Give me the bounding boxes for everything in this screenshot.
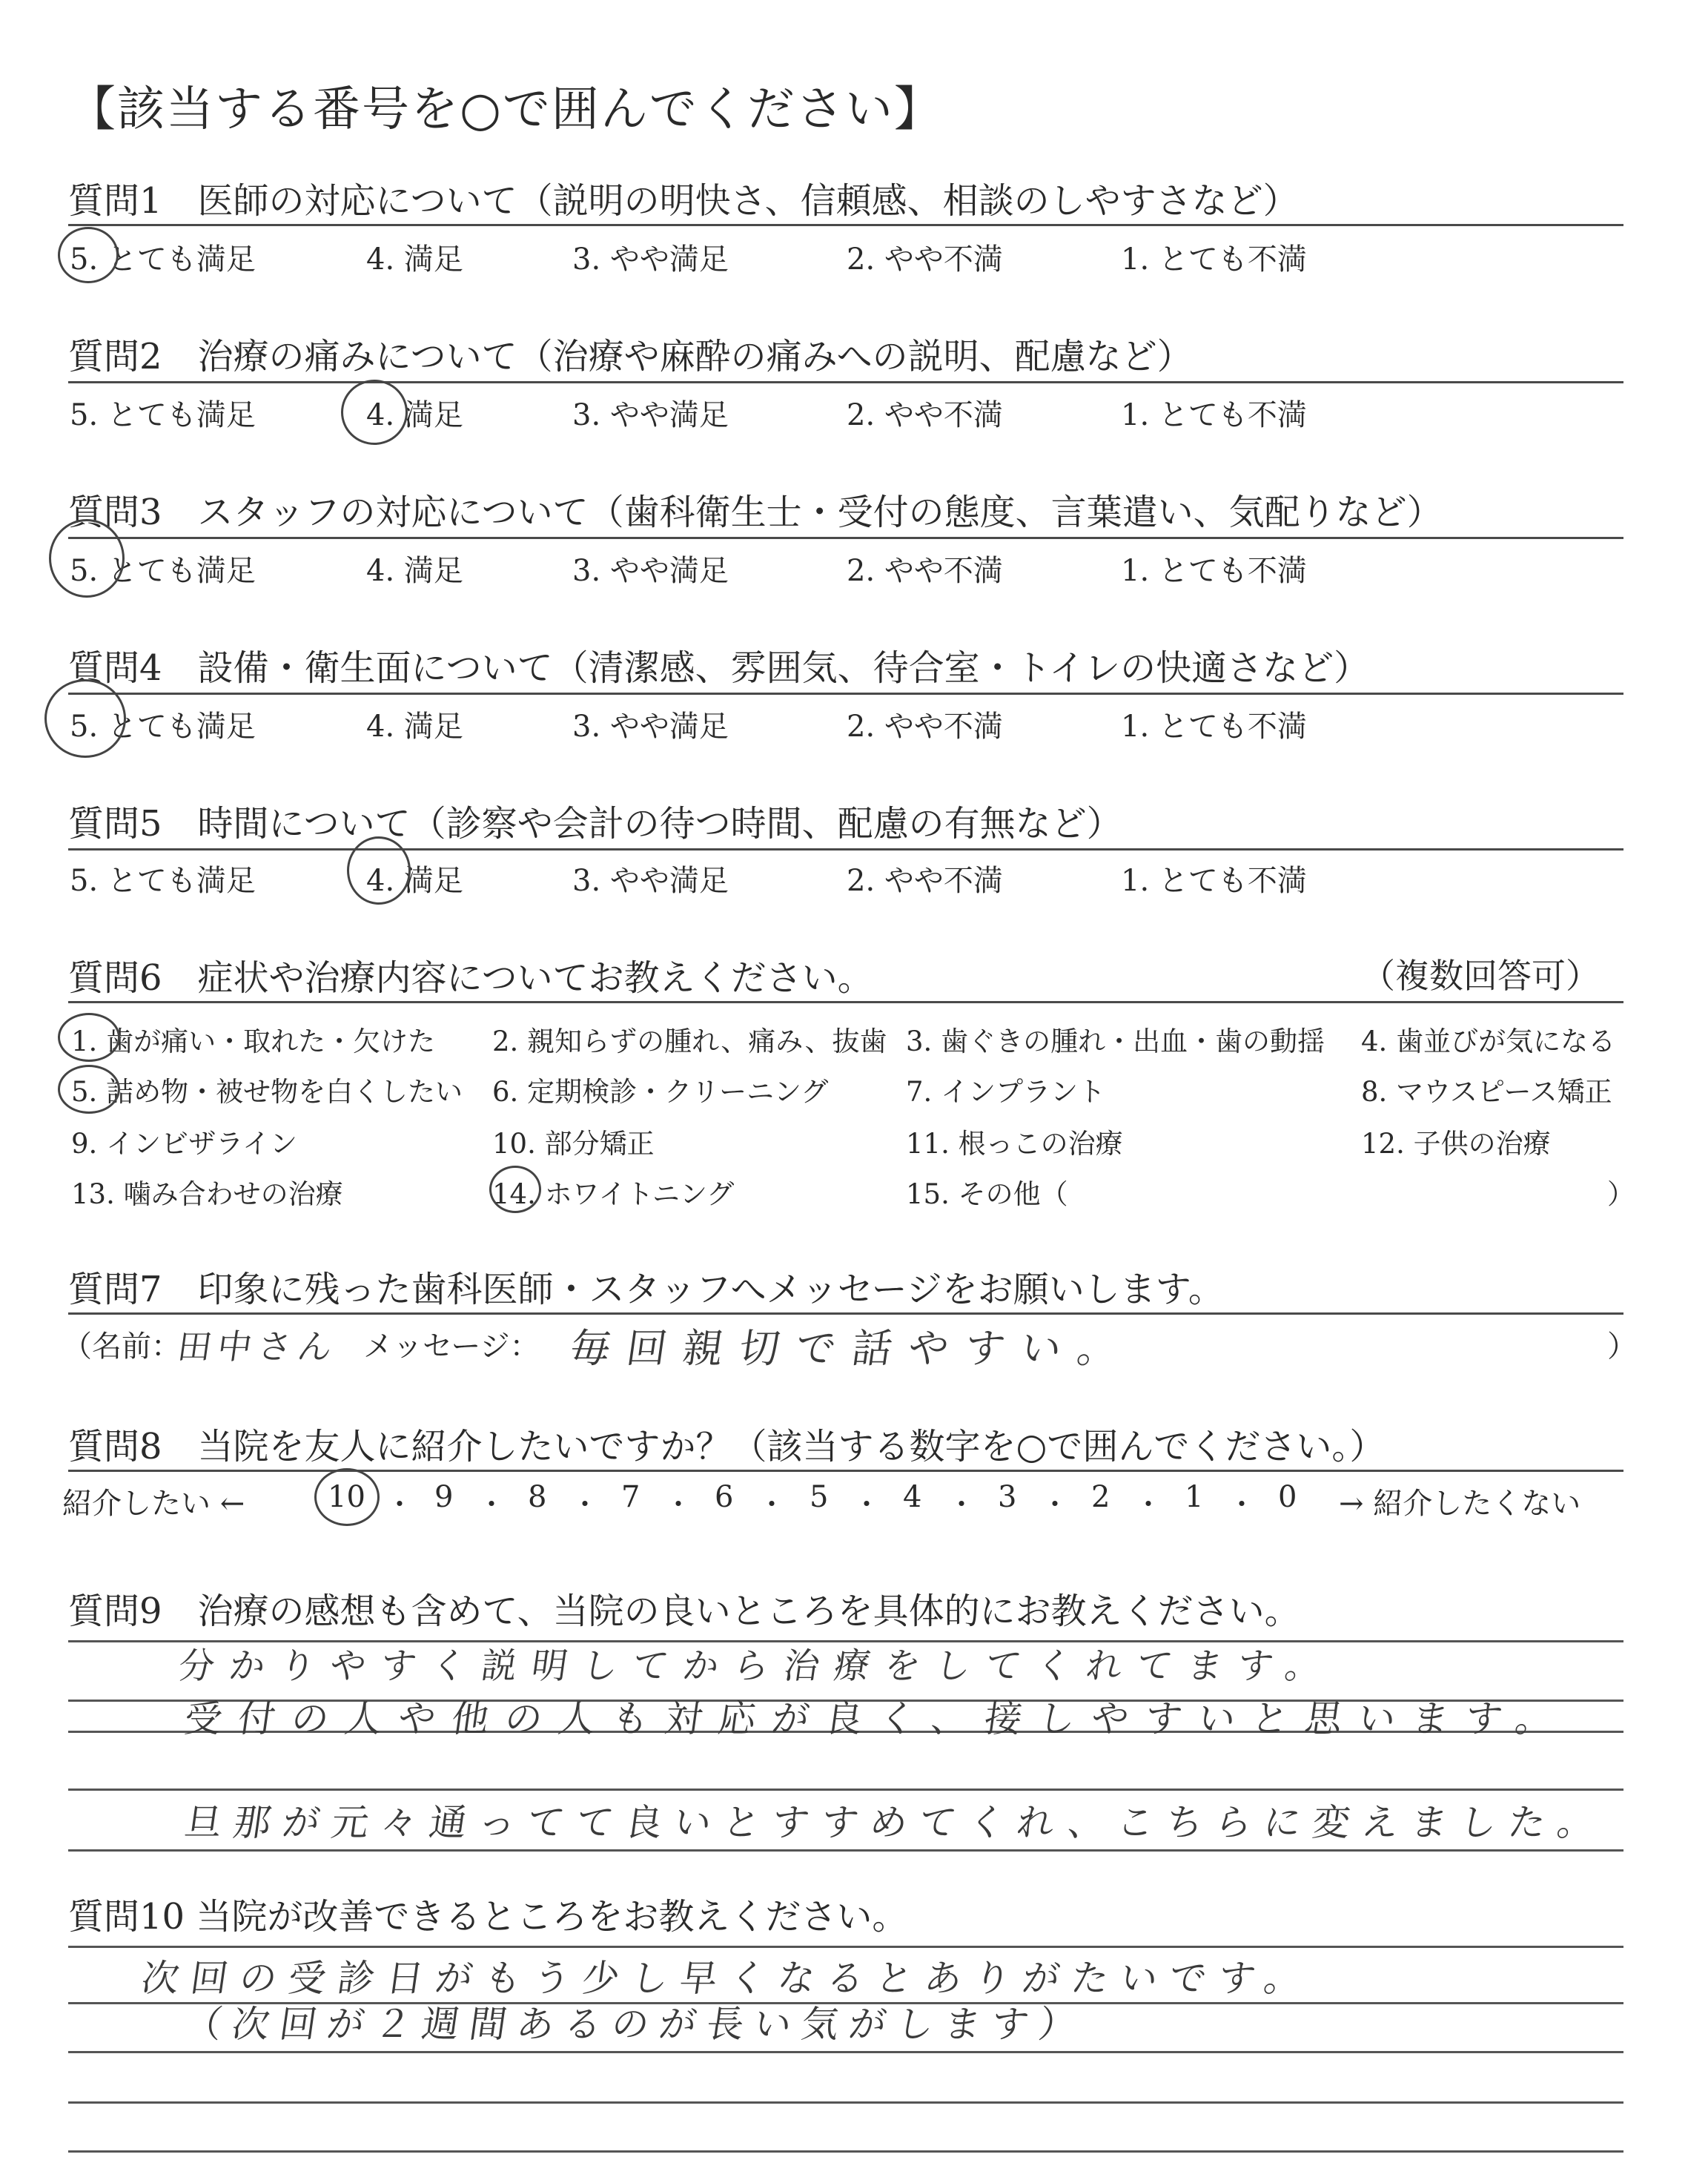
q6-option-12[interactable]: 12. 子供の治療 (1361, 1128, 1551, 1160)
q8-separator: ・ (571, 1488, 600, 1521)
q5-option-2[interactable]: 2. やや不満 (847, 864, 1003, 898)
q8-score-0[interactable]: 0 (1278, 1480, 1297, 1514)
q1-option-5[interactable]: 5. とても満足 (70, 242, 256, 277)
q7-rule (68, 1312, 1623, 1315)
q1-rule (68, 224, 1623, 226)
q9-heading: 質問9 治療の感想も含めて、当院の良いところを具体的にお教えください。 (68, 1591, 1300, 1632)
q10-answer-line-2[interactable]: （次回が２週間あるのが長い気がします） (182, 2003, 1090, 2046)
q6-answer-circle-14 (489, 1166, 541, 1213)
q8-answer-circle (314, 1468, 380, 1526)
q3-option-3[interactable]: 3. やや満足 (572, 554, 729, 588)
q1-option-2[interactable]: 2. やや不満 (847, 242, 1003, 277)
q8-separator: ・ (853, 1488, 881, 1521)
q1-option-4[interactable]: 4. 満足 (366, 242, 463, 277)
q9-answer-line-2[interactable]: 受付の人や他の人も対応が良く、接しやすいと思います。 (182, 1697, 1572, 1740)
q10-answer-line (68, 2051, 1623, 2053)
q3-heading: 質問3 スタッフの対応について（歯科衛生士・受付の態度、言葉遣い、気配りなど） (68, 492, 1443, 533)
q6-option-4[interactable]: 4. 歯並びが気になる (1361, 1025, 1616, 1057)
q4-rule (68, 693, 1623, 695)
q8-separator: ・ (1228, 1488, 1257, 1521)
q8-score-8[interactable]: 8 (528, 1480, 547, 1514)
q6-option-15[interactable]: 15. その他（ (906, 1178, 1068, 1210)
q6-option-10[interactable]: 10. 部分矯正 (492, 1128, 655, 1160)
q7-heading: 質問7 印象に残った歯科医師・スタッフへメッセージをお願いします。 (68, 1269, 1224, 1310)
q5-answer-circle (347, 836, 411, 905)
q5-option-4[interactable]: 4. 満足 (366, 864, 463, 898)
q3-option-1[interactable]: 1. とても不満 (1121, 554, 1307, 588)
q2-option-4[interactable]: 4. 満足 (366, 398, 463, 432)
q6-heading: 質問6 症状や治療内容についてお教えください。 (68, 957, 873, 999)
q2-option-2[interactable]: 2. やや不満 (847, 398, 1003, 432)
q1-option-3[interactable]: 3. やや満足 (572, 242, 729, 277)
q10-answer-line (68, 1946, 1623, 1948)
q2-option-1[interactable]: 1. とても不満 (1121, 398, 1307, 432)
q3-option-5[interactable]: 5. とても満足 (70, 554, 256, 588)
q3-option-4[interactable]: 4. 満足 (366, 554, 463, 588)
q3-option-2[interactable]: 2. やや不満 (847, 554, 1003, 588)
q6-multiple-note: （複数回答可） (1361, 956, 1600, 996)
q9-answer-line (68, 1789, 1623, 1791)
q8-separator: ・ (758, 1488, 787, 1521)
q7-message-label: メッセージ： (363, 1330, 540, 1364)
q8-score-9[interactable]: 9 (434, 1480, 454, 1514)
q5-rule (68, 848, 1623, 851)
q6-option-7[interactable]: 7. インプラント (906, 1076, 1106, 1108)
q8-score-5[interactable]: 5 (810, 1480, 829, 1514)
q7-message-value[interactable]: 毎回親切で話やすい。 (567, 1325, 1137, 1372)
q2-heading: 質問2 治療の痛みについて（治療や麻酔の痛みへの説明、配慮など） (68, 336, 1193, 377)
q6-rule (68, 1001, 1623, 1003)
q8-score-7[interactable]: 7 (621, 1480, 640, 1514)
q2-answer-circle (341, 380, 408, 445)
q8-separator: ・ (664, 1488, 693, 1521)
q2-option-3[interactable]: 3. やや満足 (572, 398, 729, 432)
q1-heading: 質問1 医師の対応について（説明の明快さ、信頼感、相談のしやすさなど） (68, 180, 1299, 222)
q7-name-value[interactable]: 田中さん (174, 1327, 341, 1367)
q4-option-5[interactable]: 5. とても満足 (70, 710, 256, 744)
q8-separator: ・ (947, 1488, 976, 1521)
q6-option-5[interactable]: 5. 詰め物・被せ物を白くしたい (71, 1076, 463, 1108)
q4-option-1[interactable]: 1. とても不満 (1121, 710, 1307, 744)
q8-score-10[interactable]: 10 (328, 1480, 365, 1514)
q8-score-6[interactable]: 6 (715, 1480, 734, 1514)
q6-option-6[interactable]: 6. 定期検診・クリーニング (492, 1076, 829, 1108)
q7-name-label: （名前： (62, 1330, 181, 1364)
q8-rule (68, 1470, 1623, 1472)
q6-option-14[interactable]: 14. ホワイトニング (492, 1178, 735, 1210)
q10-answer-line-1[interactable]: 次回の受診日がもう少し早くなるとありがたいです。 (139, 1957, 1317, 2000)
q4-answer-circle (44, 679, 126, 758)
q8-score-1[interactable]: 1 (1185, 1480, 1204, 1514)
q9-answer-line (68, 1849, 1623, 1852)
q6-option-13[interactable]: 13. 噛み合わせの治療 (71, 1178, 343, 1210)
q10-answer-line (68, 2101, 1623, 2104)
q8-heading: 質問8 当院を友人に紹介したいですか？（該当する数字を○で囲んでください。） (68, 1426, 1386, 1467)
q6-option-2[interactable]: 2. 親知らずの腫れ、痛み、抜歯 (492, 1025, 887, 1057)
q6-option-8[interactable]: 8. マウスピース矯正 (1361, 1076, 1612, 1108)
q10-answer-line (68, 2150, 1623, 2153)
q10-heading: 質問10 当院が改善できるところをお教えください。 (68, 1896, 908, 1938)
q8-separator: ・ (1041, 1488, 1070, 1521)
q6-other-close-paren: ） (1607, 1178, 1635, 1210)
q4-option-2[interactable]: 2. やや不満 (847, 710, 1003, 744)
q6-answer-circle-5 (58, 1065, 120, 1114)
q9-answer-line-1[interactable]: 分かりやすく説明してから治療をしてくれてます。 (176, 1645, 1339, 1687)
q8-separator: ・ (385, 1488, 414, 1521)
q6-answer-circle-1 (58, 1013, 120, 1062)
q4-option-3[interactable]: 3. やや満足 (572, 710, 729, 744)
q6-option-3[interactable]: 3. 歯ぐきの腫れ・出血・歯の動揺 (906, 1025, 1325, 1057)
q2-option-5[interactable]: 5. とても満足 (70, 398, 256, 432)
q5-option-1[interactable]: 1. とても不満 (1121, 864, 1307, 898)
q4-heading: 質問4 設備・衛生面について（清潔感、雰囲気、待合室・トイレの快適さなど） (68, 647, 1370, 689)
q8-score-3[interactable]: 3 (998, 1480, 1017, 1514)
q4-option-4[interactable]: 4. 満足 (366, 710, 463, 744)
q9-answer-line-4[interactable]: 旦那が元々通ってて良いとすすめてくれ、こちらに変えました。 (182, 1801, 1610, 1844)
q7-close-paren: ） (1607, 1330, 1637, 1364)
q5-heading: 質問5 時間について（診察や会計の待つ時間、配慮の有無など） (68, 803, 1122, 845)
q8-score-4[interactable]: 4 (903, 1480, 922, 1514)
q1-answer-circle (58, 227, 119, 283)
q5-option-3[interactable]: 3. やや満足 (572, 864, 729, 898)
q5-option-5[interactable]: 5. とても満足 (70, 864, 256, 898)
q3-rule (68, 537, 1623, 539)
q8-score-2[interactable]: 2 (1091, 1480, 1110, 1514)
q3-answer-circle (49, 519, 125, 598)
q6-option-11[interactable]: 11. 根っこの治療 (906, 1128, 1123, 1160)
q6-option-9[interactable]: 9. インビザライン (71, 1128, 297, 1160)
q6-option-1[interactable]: 1. 歯が痛い・取れた・欠けた (71, 1025, 436, 1057)
form-title: 【該当する番号を○で囲んでください】 (68, 82, 943, 137)
q8-right-label: → 紹介したくない (1339, 1487, 1581, 1521)
q2-rule (68, 381, 1623, 383)
q8-left-label: 紹介したい ← (62, 1487, 245, 1521)
q8-separator: ・ (477, 1488, 506, 1521)
q1-option-1[interactable]: 1. とても不満 (1121, 242, 1307, 277)
q8-separator: ・ (1134, 1488, 1163, 1521)
